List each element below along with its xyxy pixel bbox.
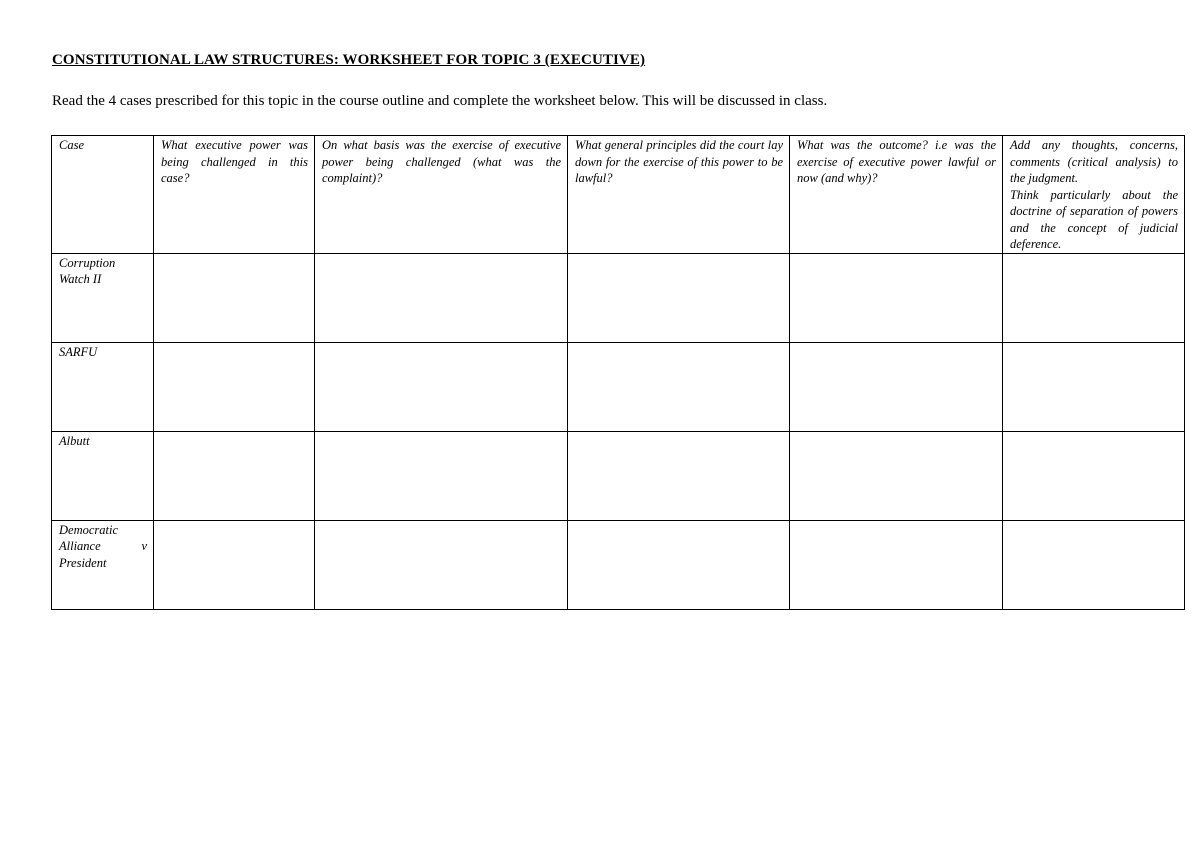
answer-cell[interactable] [154, 431, 315, 520]
header-thoughts [1003, 136, 1185, 254]
answer-cell[interactable] [315, 253, 568, 342]
case-name: Albutt [52, 431, 154, 520]
answer-cell[interactable] [790, 431, 1003, 520]
answer-cell[interactable] [568, 342, 790, 431]
answer-cell[interactable] [1003, 520, 1185, 609]
page-title: CONSTITUTIONAL LAW STRUCTURES: WORKSHEET FOR TOPIC 3 (EXECUTIVE) [52, 52, 646, 68]
intro-paragraph: Read the 4 cases prescribed for this topic in the course outline and complete the worksheet below. This will be discussed in class. [52, 93, 828, 109]
table-row [52, 431, 1185, 520]
answer-cell[interactable] [790, 342, 1003, 431]
header-general-principles: What general principles did the court lay down for the exercise of this power to be lawful? [568, 136, 790, 254]
answer-cell[interactable] [568, 431, 790, 520]
case-name: Democratic Alliance v President [52, 520, 154, 609]
table-row [52, 342, 1185, 431]
case-name: Corruption Watch II [52, 253, 154, 342]
answer-cell[interactable] [1003, 342, 1185, 431]
header-row [52, 136, 1185, 254]
worksheet-table [51, 135, 1185, 610]
table-row [52, 253, 1185, 342]
answer-cell[interactable] [154, 342, 315, 431]
answer-cell[interactable] [154, 520, 315, 609]
answer-cell[interactable] [568, 253, 790, 342]
answer-cell[interactable] [154, 253, 315, 342]
header-thoughts-line-2: Think particularly about the doctrine of separation of powers and the concept of judicial deference. [1010, 187, 1178, 251]
header-thoughts-line-1: Add any thoughts, concerns, comments (critical analysis) to the judgment. [1010, 138, 1178, 185]
answer-cell[interactable] [315, 431, 568, 520]
answer-cell[interactable] [1003, 253, 1185, 342]
answer-cell[interactable] [568, 520, 790, 609]
header-executive-power: What executive power was being challenged in this case? [154, 136, 315, 254]
header-case: Case [52, 136, 154, 254]
table-row [52, 520, 1185, 609]
header-outcome: What was the outcome? i.e was the exercise of executive power lawful or now (and why)? [790, 136, 1003, 254]
case-name: SARFU [52, 342, 154, 431]
answer-cell[interactable] [790, 253, 1003, 342]
answer-cell[interactable] [1003, 431, 1185, 520]
answer-cell[interactable] [315, 342, 568, 431]
answer-cell[interactable] [315, 520, 568, 609]
header-basis-of-challenge: On what basis was the exercise of executive power being challenged (what was the complaint)? [315, 136, 568, 254]
answer-cell[interactable] [790, 520, 1003, 609]
